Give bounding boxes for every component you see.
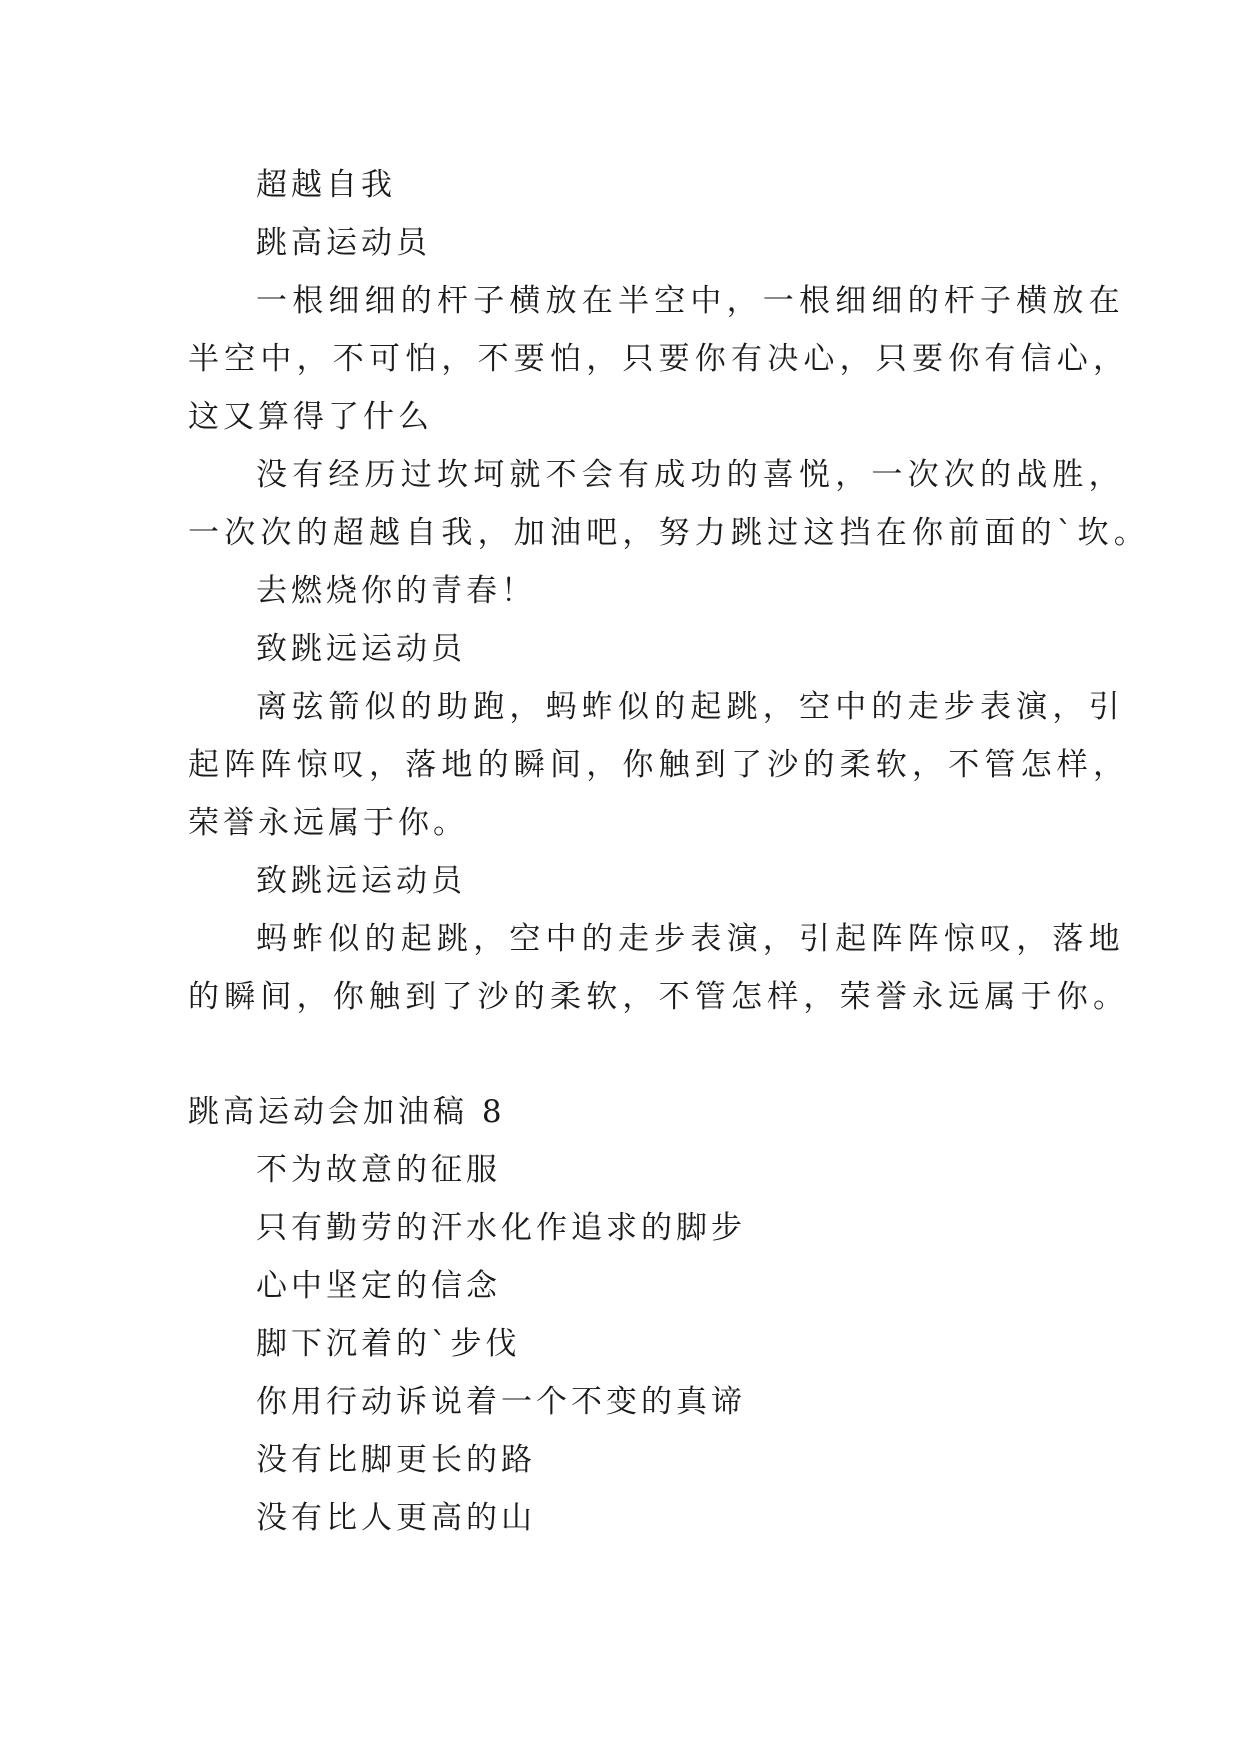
text-line: 致跳远运动员 [256,631,466,667]
poem-line: 脚下沉着的`步伐 [256,1326,521,1362]
text-line: 一根细细的杆子横放在半空中，一根细细的杆子横放在 [256,283,1125,319]
poem-line: 没有比人更高的山 [256,1500,536,1536]
text-line: 没有经历过坎坷就不会有成功的喜悦，一次次的战胜， [256,457,1125,493]
poem-line: 没有比脚更长的路 [256,1442,536,1478]
text-line: 半空中，不可怕，不要怕，只要你有决心，只要你有信心， [188,341,1130,377]
text-line: 跳高运动员 [256,225,431,261]
poem-line: 心中坚定的信念 [256,1268,501,1304]
text-line: 超越自我 [256,167,396,203]
text-line: 去燃烧你的青春！ [256,573,536,609]
text-line: 荣誉永远属于你。 [188,805,468,841]
text-line: 致跳远运动员 [256,863,466,899]
poem-line: 只有勤劳的汗水化作追求的脚步 [256,1210,746,1246]
text-line: 起阵阵惊叹，落地的瞬间，你触到了沙的柔软，不管怎样， [188,747,1130,783]
text-line: 离弦箭似的助跑，蚂蚱似的起跳，空中的走步表演，引 [256,689,1125,725]
text-line: 这又算得了什么 [188,399,433,435]
poem-line: 不为故意的征服 [256,1152,501,1188]
poem-line: 你用行动诉说着一个不变的真谛 [256,1384,746,1420]
text-line: 蚂蚱似的起跳，空中的走步表演，引起阵阵惊叹，落地 [256,921,1125,957]
text-line: 一次次的超越自我，加油吧，努力跳过这挡在你前面的`坎。 [188,515,1150,551]
text-line: 的瞬间，你触到了沙的柔软，不管怎样，荣誉永远属于你。 [188,979,1130,1015]
section-title: 跳高运动会加油稿 8 [188,1094,506,1130]
